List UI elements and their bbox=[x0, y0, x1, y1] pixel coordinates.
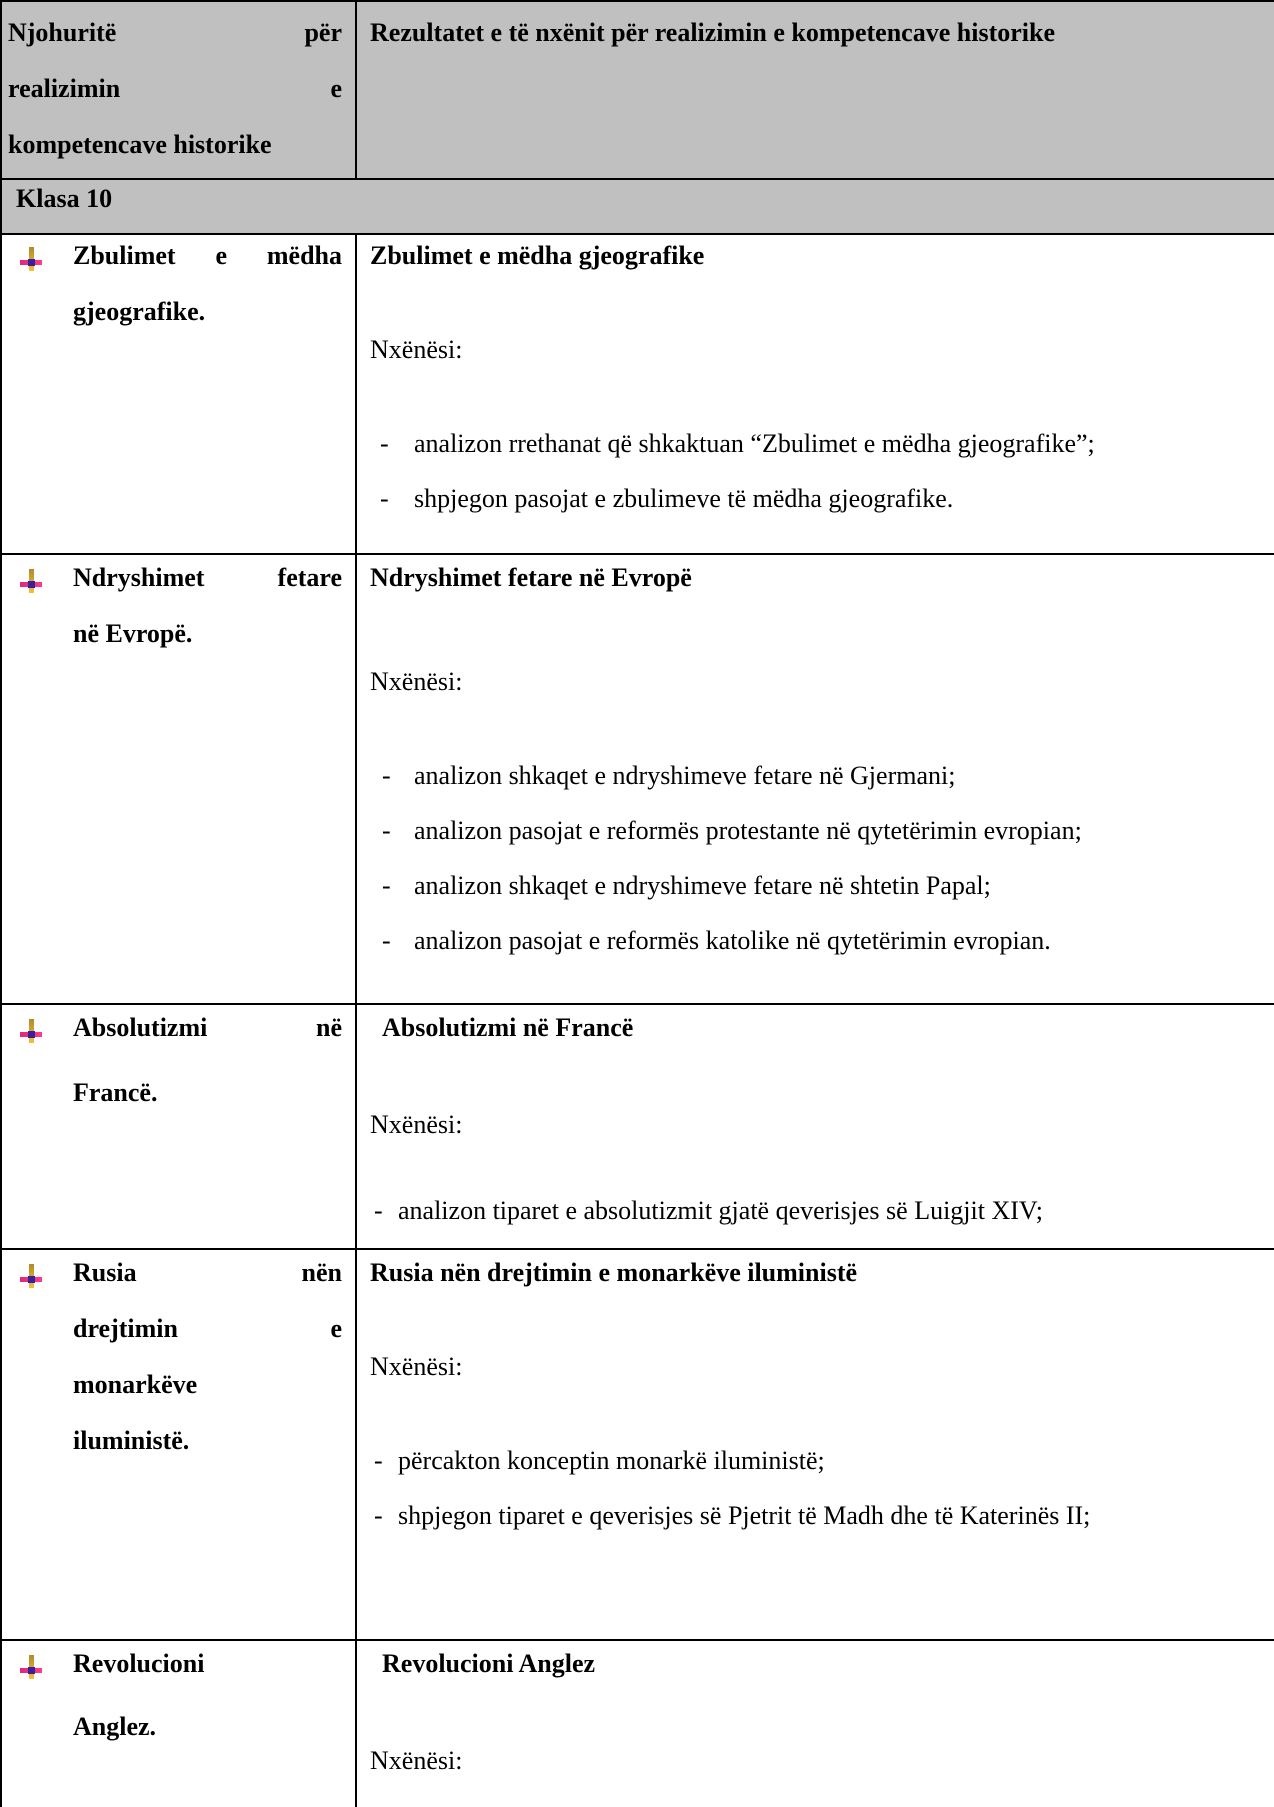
row-2-item-3: analizon shkaqet e ndryshimeve fetare në shtetin Papal; bbox=[414, 871, 991, 900]
row-2-left-line-2: në Evropë. bbox=[73, 619, 193, 648]
row-4-item-1: përcakton konceptin monarkë iluministë; bbox=[398, 1446, 825, 1475]
list-dash: - bbox=[380, 484, 389, 513]
row-1-left-line-1: Zbulimet e mëdha bbox=[73, 241, 342, 270]
border-top bbox=[0, 0, 1274, 2]
row-4-title: Rusia nën drejtimin e monarkëve iluministë bbox=[370, 1258, 858, 1287]
row-1-student-label: Nxënësi: bbox=[370, 335, 463, 364]
list-dash: - bbox=[382, 816, 391, 845]
row-1-item-2: shpjegon pasojat e zbulimeve të mëdha gjeografike. bbox=[414, 484, 954, 513]
row-4-left-line-2: drejtimin e bbox=[73, 1314, 342, 1343]
list-dash: - bbox=[380, 429, 389, 458]
list-dash: - bbox=[382, 761, 391, 790]
row-1-left-line-2: gjeografike. bbox=[73, 297, 206, 326]
row-3-student-label: Nxënësi: bbox=[370, 1110, 463, 1139]
row-5-student-label: Nxënësi: bbox=[370, 1746, 463, 1775]
border-row-4 bbox=[0, 1639, 1274, 1641]
row-5-left-line-1: Revolucioni bbox=[73, 1649, 205, 1678]
plus-arrow-bullet-icon bbox=[20, 569, 42, 593]
list-dash: - bbox=[374, 1196, 383, 1225]
plus-arrow-bullet-icon bbox=[20, 1019, 42, 1043]
row-3-left-line-1: Absolutizmi në bbox=[73, 1013, 342, 1042]
plus-arrow-bullet-icon bbox=[20, 247, 42, 271]
row-3-title: Absolutizmi në Francë bbox=[382, 1013, 634, 1042]
row-4-left-line-4: iluministë. bbox=[73, 1426, 190, 1455]
row-2-left-line-1: Ndryshimet fetare bbox=[73, 563, 342, 592]
row-2-item-2: analizon pasojat e reformës protestante në qytetërimin evropian; bbox=[414, 816, 1082, 845]
row-2-title: Ndryshimet fetare në Evropë bbox=[370, 563, 692, 592]
row-5-title: Revolucioni Anglez bbox=[382, 1649, 596, 1678]
header-left-line-3: kompetencave historike bbox=[8, 130, 272, 159]
row-4-student-label: Nxënësi: bbox=[370, 1352, 463, 1381]
border-mid-header bbox=[355, 0, 357, 180]
row-2-item-4: analizon pasojat e reformës katolike në qytetërimin evropian. bbox=[414, 926, 1051, 955]
row-4-left-line-3: monarkëve bbox=[73, 1370, 198, 1399]
row-2-item-1: analizon shkaqet e ndryshimeve fetare në Gjermani; bbox=[414, 761, 956, 790]
list-dash: - bbox=[382, 871, 391, 900]
plus-arrow-bullet-icon bbox=[20, 1264, 42, 1288]
row-2-student-label: Nxënësi: bbox=[370, 667, 463, 696]
list-dash: - bbox=[382, 926, 391, 955]
header-right: Rezultatet e të nxënit për realizimin e kompetencave historike bbox=[370, 18, 1055, 47]
header-left-line-2: realizimin e bbox=[8, 74, 342, 103]
row-5-left-line-2: Anglez. bbox=[73, 1712, 157, 1741]
border-header bbox=[0, 178, 1274, 180]
list-dash: - bbox=[374, 1501, 383, 1530]
border-row-1 bbox=[0, 553, 1274, 555]
row-1-item-1: analizon rrethanat që shkaktuan “Zbulimet e mëdha gjeografike”; bbox=[414, 429, 1095, 458]
plus-arrow-bullet-icon bbox=[20, 1655, 42, 1679]
border-row-3 bbox=[0, 1248, 1274, 1250]
border-left bbox=[0, 0, 2, 1807]
border-class bbox=[0, 233, 1274, 235]
row-3-left-line-2: Francë. bbox=[73, 1078, 158, 1107]
row-4-left-line-1: Rusia nën bbox=[73, 1258, 342, 1287]
list-dash: - bbox=[374, 1446, 383, 1475]
class-label: Klasa 10 bbox=[16, 184, 113, 213]
row-3-item-1: analizon tiparet e absolutizmit gjatë qeverisjes së Luigjit XIV; bbox=[398, 1196, 1043, 1225]
row-4-item-2: shpjegon tiparet e qeverisjes së Pjetrit të Madh dhe të Katerinës II; bbox=[398, 1501, 1091, 1530]
row-1-title: Zbulimet e mëdha gjeografike bbox=[370, 241, 705, 270]
border-row-2 bbox=[0, 1003, 1274, 1005]
header-left-line-1: Njohuritë për bbox=[8, 18, 342, 47]
border-mid bbox=[355, 233, 357, 1807]
